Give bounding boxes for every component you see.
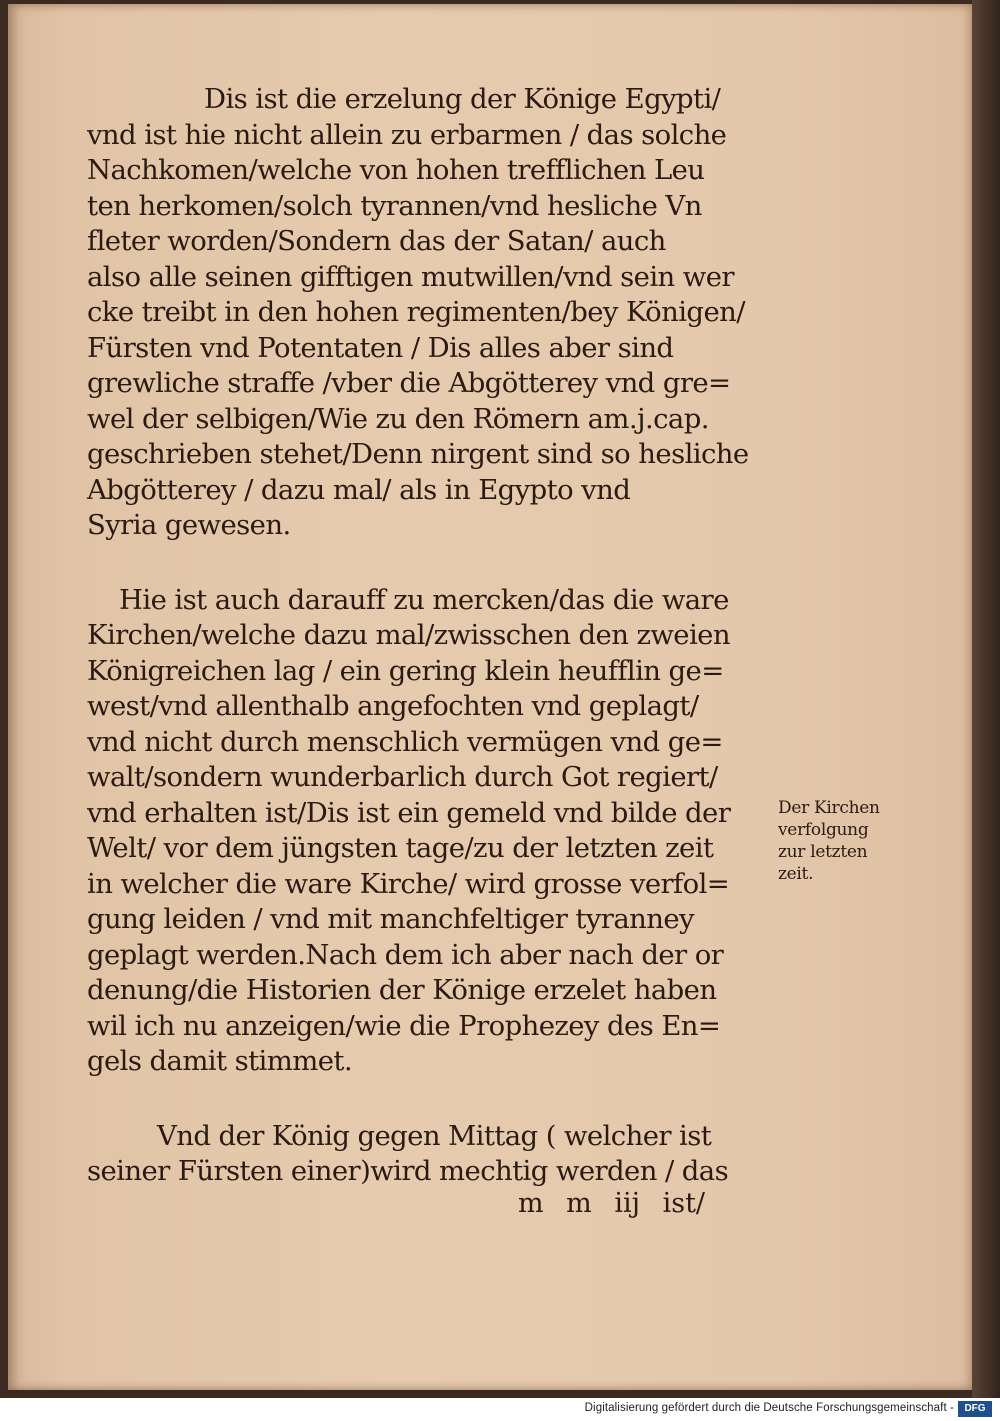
text-line: vnd nicht durch menschlich vermügen vnd ge=: [87, 725, 723, 758]
text-line: grewliche straffe /vber die Abgötterey vnd gre=: [87, 367, 731, 399]
text-line: Kirchen/welche dazu mal/zwisschen den zweien: [87, 619, 730, 651]
margin-note-line: Der Kirchen: [778, 798, 880, 818]
text-line: gels damit stimmet.: [87, 1045, 352, 1077]
text-line: Hie ist auch darauff zu mercken/das die ware: [119, 583, 729, 616]
text-line: vnd ist hie nicht allein zu erbarmen / das solche: [87, 118, 727, 151]
text-line: vnd erhalten ist/Dis ist ein gemeld vnd bilde der: [87, 796, 731, 829]
paragraph-gap: [87, 1080, 779, 1119]
text-line: geplagt werden.Nach dem ich aber nach der or: [87, 938, 724, 971]
text-line: in welcher die ware Kirche/ wird grosse verfol=: [87, 867, 730, 900]
text-line: geschrieben stehet/Denn nirgent sind so hesliche: [87, 438, 749, 470]
footer-bar: [0, 1398, 1000, 1421]
text-line: west/vnd allenthalb angefochten vnd geplagt/: [87, 690, 699, 722]
text-line: Vnd der König gegen Mittag ( welcher ist: [157, 1119, 712, 1152]
paragraph-2: [87, 583, 779, 1080]
signature-catchword: m m iij ist/: [518, 1188, 706, 1219]
page-edge: [972, 0, 1000, 1398]
dfg-logo: DFG: [958, 1401, 992, 1417]
text-line: Abgötterey / dazu mal/ als in Egypto vnd: [87, 473, 631, 506]
text-line: fleter worden/Sondern das der Satan/ auch: [87, 225, 666, 257]
text-line: cke treibt in den hohen regimenten/bey Königen/: [87, 296, 745, 328]
text-line: wel der selbigen/Wie zu den Römern am.j.cap.: [87, 402, 709, 435]
text-line: denung/die Historien der Könige erzelet haben: [87, 974, 717, 1006]
text-line: Nachkomen/welche von hohen trefflichen Leu: [87, 154, 705, 186]
text-line: Königreichen lag / ein gering klein heufflin ge=: [87, 654, 724, 687]
text-line: Fürsten vnd Potentaten / Dis alles aber sind: [87, 331, 674, 364]
margin-note-line: zeit.: [778, 864, 814, 884]
margin-note: [778, 797, 918, 885]
paragraph-gap: [87, 544, 779, 583]
text-line: also alle seinen gifftigen mutwillen/vnd sein wer: [87, 260, 734, 293]
paragraph-3: [87, 1119, 779, 1190]
main-text-block: [87, 82, 779, 1190]
footer-credit: Digitalisierung gefördert durch die Deutsche Forschungsgemeinschaft -: [584, 1402, 954, 1414]
text-line: gung leiden / vnd mit manchfeltiger tyranney: [87, 903, 694, 935]
text-line: ten herkomen/solch tyrannen/vnd hesliche Vn: [87, 189, 702, 222]
margin-note-line: zur letzten: [778, 842, 868, 862]
text-line: wil ich nu anzeigen/wie die Prophezey des En=: [87, 1009, 721, 1042]
margin-note-line: verfolgung: [778, 820, 869, 840]
text-line: Dis ist die erzelung der Könige Egypti/: [204, 83, 721, 115]
paragraph-1: [87, 82, 779, 544]
text-line: walt/sondern wunderbarlich durch Got regiert/: [87, 761, 718, 793]
text-line: seiner Fürsten einer)wird mechtig werden / das: [87, 1155, 729, 1187]
text-line: Welt/ vor dem jüngsten tage/zu der letzten zeit: [87, 832, 714, 864]
text-line: Syria gewesen.: [87, 509, 291, 541]
